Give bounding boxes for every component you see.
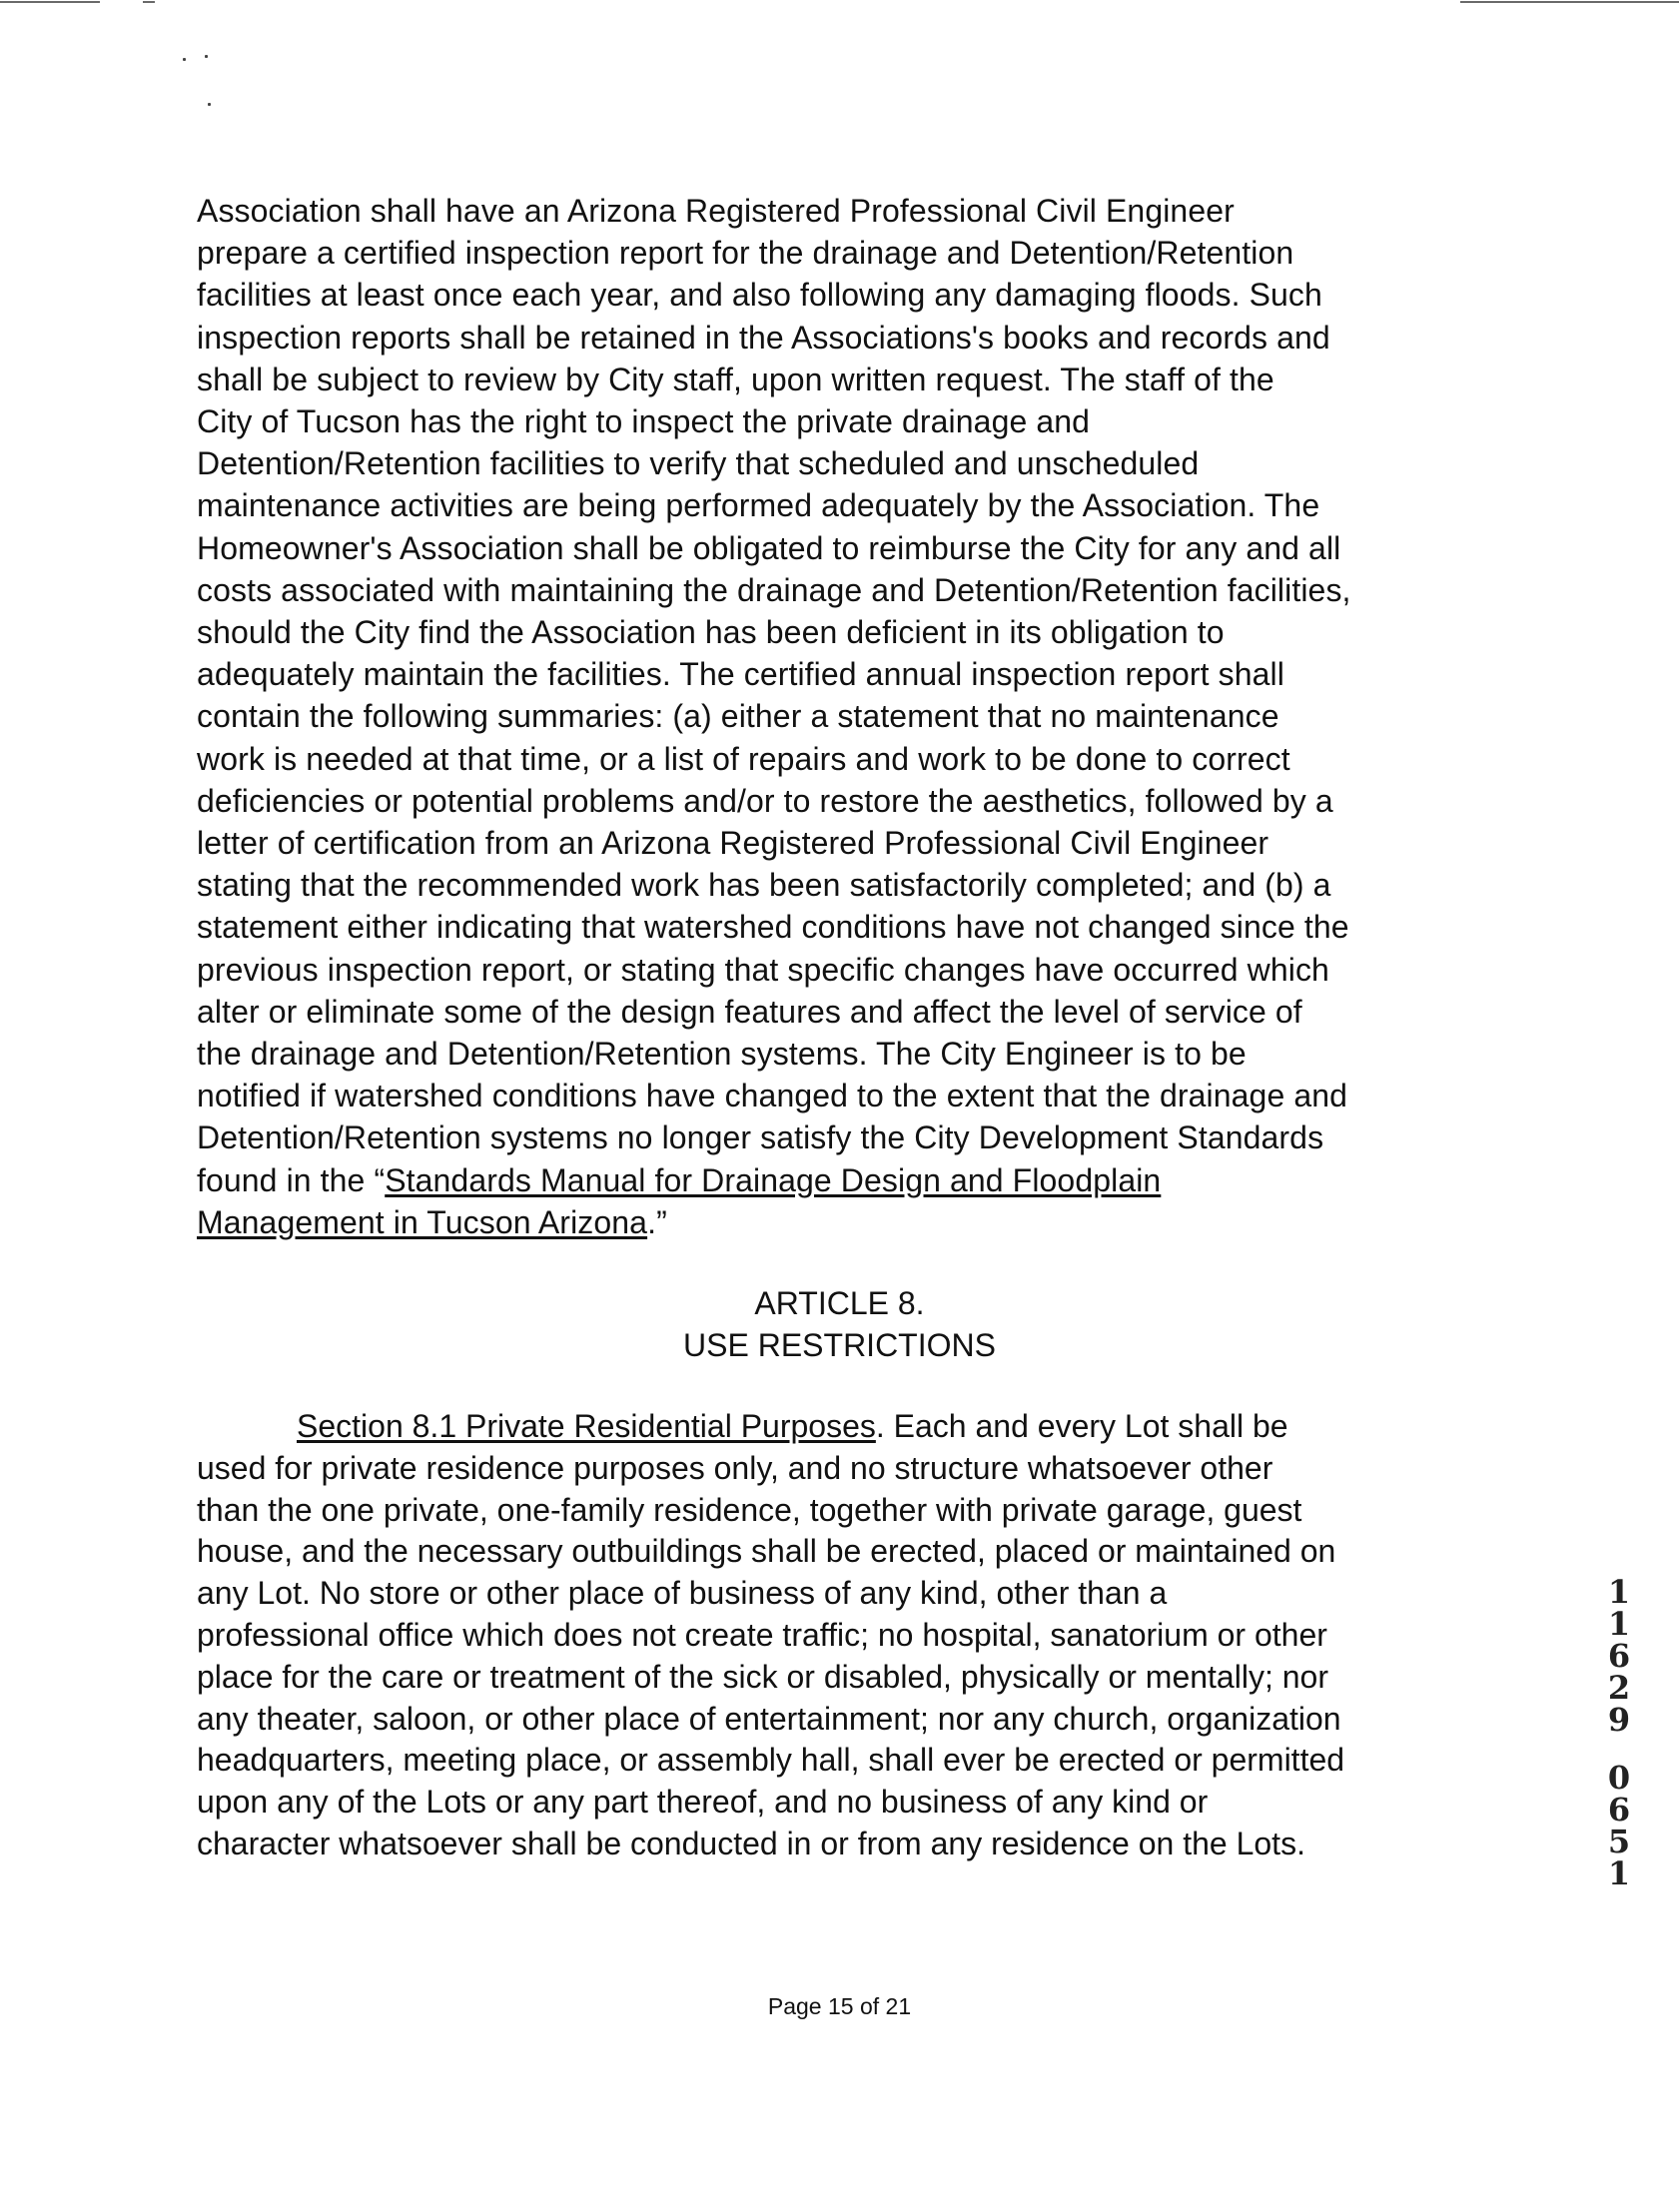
section-line: place for the care or treatment of the sick or disabled, physically or mentally; nor	[197, 1658, 1328, 1695]
section-line: character whatsoever shall be conducted in or from any residence on the Lots.	[197, 1825, 1305, 1861]
section-8-1	[197, 1406, 1495, 1865]
section-line: than the one private, one-family residence, together with private garage, guest	[197, 1491, 1302, 1528]
paragraph-line: alter or eliminate some of the design features and affect the level of service of	[197, 993, 1302, 1030]
section-line: headquarters, meeting place, or assembly hall, shall ever be erected or permitted	[197, 1742, 1345, 1779]
stamp-digit: 2	[1607, 1669, 1631, 1707]
paragraph-line: adequately maintain the facilities. The certified annual inspection report shall	[197, 656, 1284, 693]
section-line: used for private residence purposes only, and no structure whatsoever other	[197, 1449, 1273, 1486]
section-line: any Lot. No store or other place of business of any kind, other than a	[197, 1575, 1168, 1612]
paragraph-line: deficiencies or potential problems and/or to restore the aesthetics, followed by a	[197, 782, 1333, 819]
section-line: any theater, saloon, or other place of entertainment; nor any church, organization	[197, 1700, 1341, 1737]
paragraph-drainage-inspection	[197, 190, 1485, 1243]
paragraph-line: inspection reports shall be retained in the Associations's books and records and	[197, 319, 1330, 356]
paragraph-line: Association shall have an Arizona Registered Professional Civil Engineer	[197, 193, 1235, 229]
paragraph-line: statement either indicating that watershed conditions have not changed since the	[197, 909, 1349, 946]
paragraph-line: Detention/Retention facilities to verify that scheduled and unscheduled	[197, 445, 1200, 482]
article-title: USE RESTRICTIONS	[683, 1327, 996, 1363]
section-line: house, and the necessary outbuildings shall be erected, placed or maintained on	[197, 1533, 1336, 1570]
section-first-line-rest: . Each and every Lot shall be	[875, 1408, 1288, 1444]
scan-speck-2	[205, 55, 208, 58]
paragraph-line: facilities at least once each year, and also following any damaging floods. Such	[197, 277, 1322, 314]
stamp-digit: 6	[1607, 1637, 1631, 1675]
paragraph-text: found in the “	[197, 1161, 386, 1198]
scan-speck-1	[183, 58, 186, 61]
stamp-digit: 1	[1607, 1605, 1631, 1643]
paragraph-line: notified if watershed conditions have changed to the extent that the drainage and	[197, 1078, 1348, 1114]
paragraph-line: Homeowner's Association shall be obligated to reimburse the City for any and all	[197, 529, 1341, 566]
paragraph-line: contain the following summaries: (a) either a statement that no maintenance	[197, 698, 1279, 735]
article-number: ARTICLE 8.	[754, 1285, 925, 1321]
paragraph-line: stating that the recommended work has been satisfactorily completed; and (b) a	[197, 867, 1331, 904]
paragraph-line: City of Tucson has the right to inspect the private drainage and	[197, 403, 1091, 440]
paragraph-line: previous inspection report, or stating that specific changes have occurred which	[197, 951, 1329, 988]
stamp-digit: 5	[1607, 1823, 1631, 1860]
section-heading: Section 8.1 Private Residential Purposes	[297, 1408, 876, 1444]
paragraph-line: should the City find the Association has been deficient in its obligation to	[197, 614, 1225, 651]
recording-stamp	[1602, 1573, 1636, 1892]
paragraph-line	[197, 1159, 1485, 1201]
paragraph-line: Detention/Retention systems no longer satisfy the City Development Standards	[197, 1119, 1324, 1156]
page-number-footer: Page 15 of 21	[767, 1993, 912, 2019]
stamp-digit: 6	[1607, 1791, 1631, 1829]
stamp-digit: 0	[1607, 1759, 1631, 1797]
scan-speck-3	[208, 103, 211, 106]
paragraph-line: shall be subject to review by City staff, upon written request. The staff of the	[197, 361, 1274, 397]
stamp-digit: 1	[1607, 1854, 1631, 1892]
paragraph-text: .”	[647, 1203, 667, 1240]
section-line: upon any of the Lots or any part thereof, and no business of any kind or	[197, 1784, 1209, 1821]
section-body	[197, 1448, 1495, 1865]
paragraph-line	[197, 1201, 1485, 1243]
section-line: professional office which does not create traffic; no hospital, sanatorium or other	[197, 1616, 1327, 1653]
stamp-digit: 1	[1607, 1573, 1631, 1611]
scan-artifact-top-left	[0, 1, 100, 3]
paragraph-line: the drainage and Detention/Retention systems. The City Engineer is to be	[197, 1036, 1247, 1073]
paragraph-line: letter of certification from an Arizona Registered Professional Civil Engineer	[197, 825, 1269, 862]
paragraph-line: costs associated with maintaining the drainage and Detention/Retention facilities,	[197, 571, 1351, 608]
stamp-digit: 9	[1607, 1701, 1631, 1739]
scan-artifact-top-right	[1460, 1, 1679, 3]
paragraph-line: work is needed at that time, or a list of repairs and work to be done to correct	[197, 740, 1290, 777]
scan-artifact-top-left-short	[143, 1, 155, 3]
manual-title-underlined: Management in Tucson Arizona	[197, 1203, 648, 1240]
manual-title-underlined: Standards Manual for Drainage Design and Floodplain	[385, 1161, 1162, 1198]
paragraph-line: maintenance activities are being performed adequately by the Association. The	[197, 487, 1320, 524]
section-first-line	[197, 1406, 1495, 1448]
paragraph-line: prepare a certified inspection report for the drainage and Detention/Retention	[197, 235, 1294, 272]
